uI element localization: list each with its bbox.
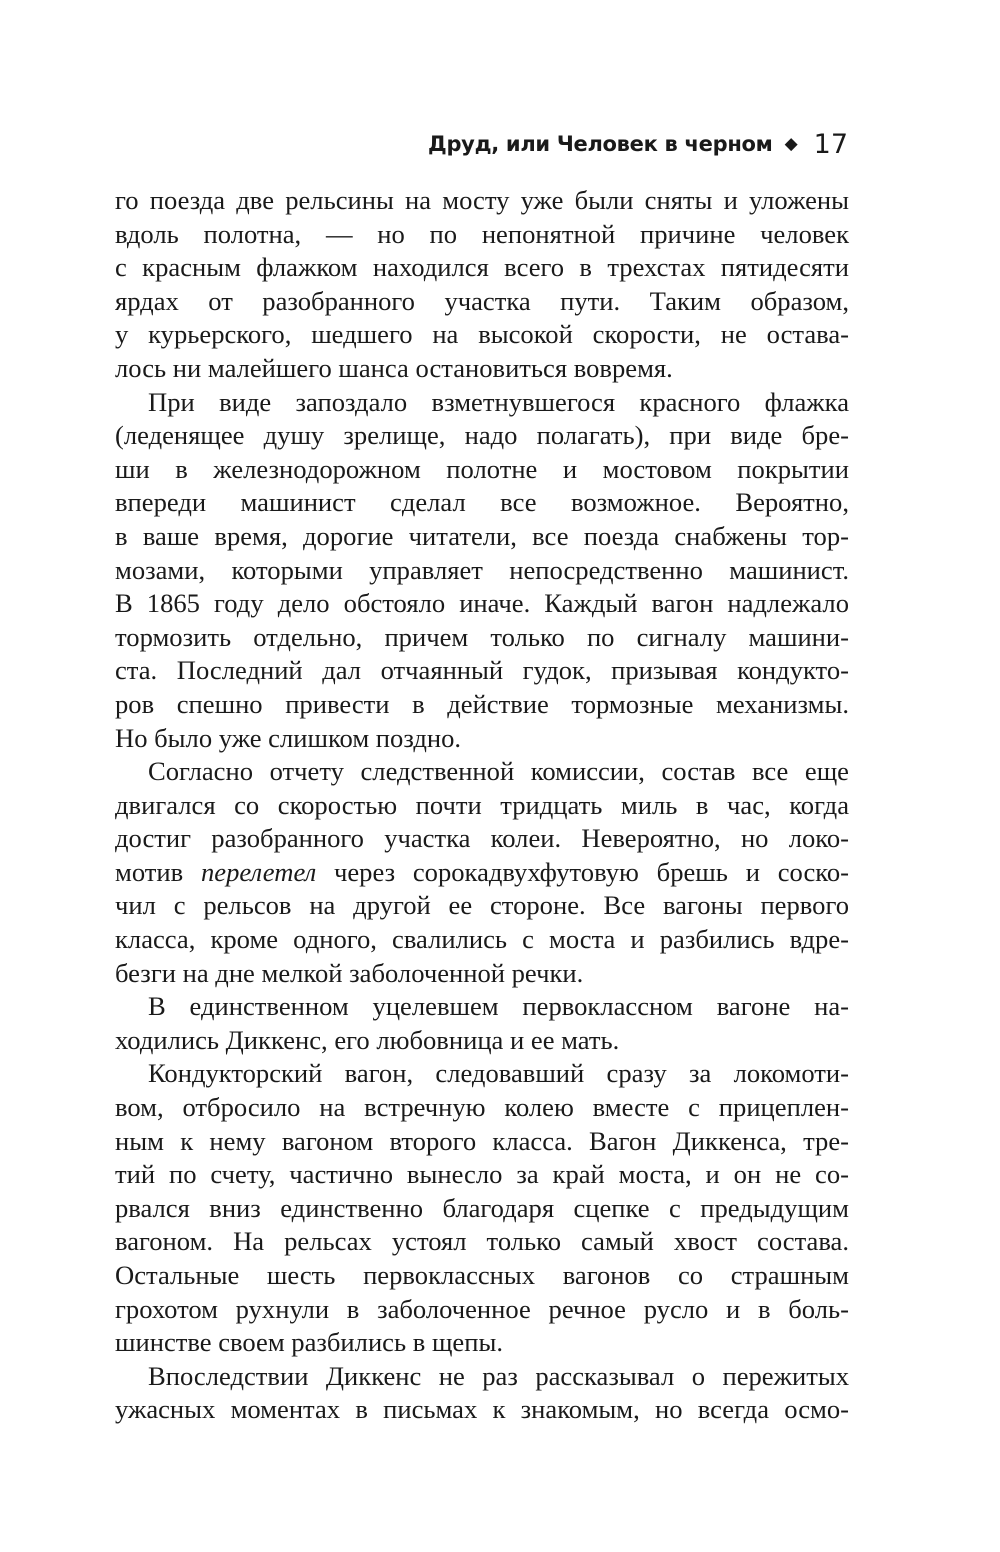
text-line: в ваше время, дорогие читатели, все поезда снабжены тор- [115, 520, 849, 551]
text-line: тормозить отдельно, причем только по сигналу машини- [115, 621, 849, 652]
text-line: В единственном уцелевшем первоклассном вагоне на- [148, 991, 849, 1022]
paragraph [115, 755, 849, 990]
paragraph [115, 184, 849, 386]
text-line: Но было уже слишком поздно. [115, 722, 462, 753]
text-line: с красным флажком находился всего в трехстах пятидесяти [115, 252, 849, 283]
text-line: ходились Диккенс, его любовница и ее мать. [115, 1024, 620, 1055]
text-line: безги на дне мелкой заболоченной речки. [115, 957, 584, 988]
text-line: лось ни малейшего шанса остановиться вовремя. [115, 352, 673, 383]
text-line: рвался вниз единственно благодаря сцепке с предыдущим [115, 1192, 849, 1223]
text-line: шинстве своем разбились в щепы. [115, 1327, 503, 1358]
text-line: тий по счету, частично вынесло за край моста, и он не со- [115, 1159, 849, 1190]
running-head-title: Друд, или Человек в черном [428, 132, 773, 156]
text-line: вагоном. На рельсах устоял только самый хвост состава. [115, 1226, 849, 1257]
text-line: грохотом рухнули в заболоченное речное русло и в боль- [115, 1293, 849, 1324]
text-line: Согласно отчету следственной комиссии, состав все еще [148, 756, 849, 787]
text-line: у курьерского, шедшего на высокой скорости, не остава- [115, 319, 849, 350]
text-line: ужасных моментах в письмах к знакомым, но всегда осмо- [115, 1394, 849, 1425]
text-segment: через сорокадвухфутовую брешь и соско- [316, 856, 849, 887]
text-line: го поезда две рельсины на мосту уже были сняты и уложены [115, 185, 849, 215]
text-line: При виде запоздало взметнувшегося красного флажка [148, 386, 849, 417]
text-line: (леденящее душу зрелище, надо полагать), при виде бре- [115, 420, 849, 451]
paragraph [115, 386, 849, 756]
text-line: ярдах от разобранного участка пути. Таким образом, [115, 285, 849, 316]
text-line: двигался со скоростью почти тридцать миль в час, когда [115, 789, 849, 820]
emphasized-word: перелетел [200, 856, 317, 887]
running-head [428, 126, 848, 162]
page-number: 17 [813, 128, 848, 160]
text-line: Остальные шесть первоклассных вагонов со страшным [115, 1260, 849, 1290]
text-line [115, 856, 849, 890]
text-line: ным к нему вагоном второго класса. Вагон Диккенса, тре- [115, 1125, 849, 1156]
text-line: достиг разобранного участка колеи. Невероятно, но локо- [115, 823, 849, 854]
text-line: класса, кроме одного, свалились с моста и разбились вдре- [115, 924, 849, 955]
text-line: Впоследствии Диккенс не раз рассказывал о пережитых [148, 1360, 849, 1391]
body-text [115, 184, 849, 1427]
text-line: чил с рельсов на другой ее стороне. Все вагоны первого [115, 890, 849, 921]
text-line: ши в железнодорожном полотне и мостовом покрытии [115, 453, 849, 484]
text-line: вом, отбросило на встречную колею вместе с прицеплен- [115, 1092, 849, 1123]
text-segment: мотив [115, 856, 201, 887]
paragraph [115, 1057, 849, 1359]
paragraph [115, 990, 849, 1057]
text-line: ров спешно привести в действие тормозные механизмы. [115, 688, 849, 719]
diamond-ornament-icon: ◆ [784, 134, 798, 154]
text-line: мозами, которыми управляет непосредственно машинист. [115, 554, 849, 585]
text-line: ста. Последний дал отчаянный гудок, призывая кондукто- [115, 655, 849, 686]
text-line: впереди машинист сделал все возможное. Вероятно, [115, 487, 849, 518]
paragraph [115, 1360, 849, 1427]
text-line: Кондукторский вагон, следовавший сразу за локомоти- [148, 1058, 849, 1089]
text-line: В 1865 году дело обстояло иначе. Каждый вагон надлежало [115, 588, 849, 619]
text-line: вдоль полотна, — но по непонятной причине человек [115, 218, 849, 249]
